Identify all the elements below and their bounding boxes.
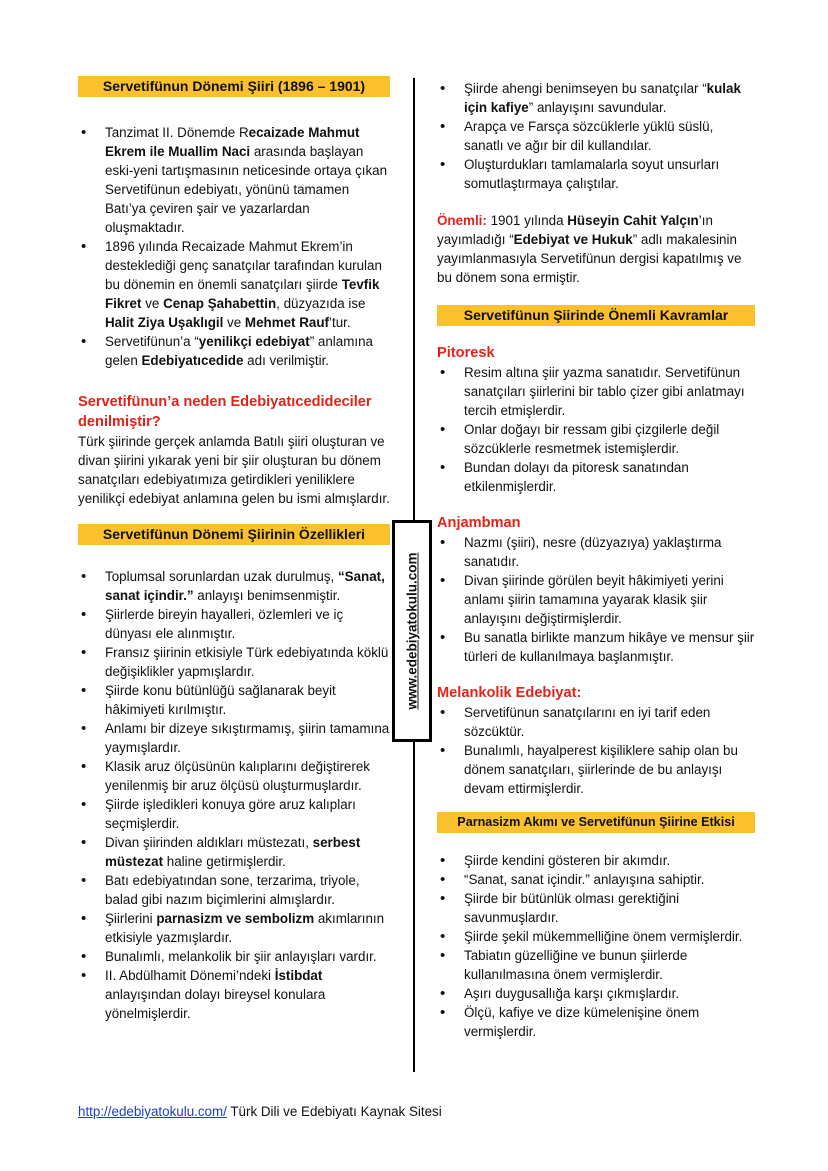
list-item: • Şiirde bir bütünlük olması gerektiğini savunmuşlardır. <box>437 889 755 927</box>
list-item: • Onlar doğayı bir ressam gibi çizgilerle değil sözcüklerle resmetmek istemişlerdir. <box>437 420 755 458</box>
pitoresk-list <box>437 363 755 496</box>
footer <box>78 1104 442 1119</box>
list-item: • Divan şiirinden aldıkları müstezatı, serbest müstezat haline getirmişlerdir. <box>78 833 390 871</box>
list-item: • Şiirde işledikleri konuya göre aruz kalıpları seçmişlerdir. <box>78 795 390 833</box>
list-item: • Servetifünun sanatçılarını en iyi tarif eden sözcüktür. <box>437 703 755 741</box>
list-item: • Batı edebiyatından sone, terzarima, triyole, balad gibi nazım biçimlerini almışlardır. <box>78 871 390 909</box>
site-label-box <box>392 520 432 742</box>
important-note: Önemli: 1901 yılında Hüseyin Cahit Yalçın’ın yayımladığı “Edebiyat ve Hukuk” adlı makalesinin yayımlanmasıyla Servetifünun dergisi kapatılmış ve bu dönem sona ermiştir. <box>437 213 742 285</box>
list-item: • Toplumsal sorunlardan uzak durulmuş, “Sanat, sanat içindir.” anlayışı benimsenmiştir. <box>78 567 390 605</box>
list-item: • “Sanat, sanat içindir.” anlayışına sahiptir. <box>437 870 755 889</box>
list-item: • Bundan dolayı da pitoresk sanatından etkilenmişlerdir. <box>437 458 755 496</box>
list-item: • Şiirde ahengi benimseyen bu sanatçılar “kulak için kafiye” anlayışını savundular. <box>437 79 755 117</box>
list-item: • Şiirde konu bütünlüğü sağlanarak beyit hâkimiyeti kırılmıştır. <box>78 681 390 719</box>
right-column <box>437 79 755 1041</box>
pitoresk-heading: Pitoresk <box>437 345 495 361</box>
footer-link[interactable]: http://edebiyatokulu.com/ <box>78 1104 227 1119</box>
list-item: • Bu sanatla birlikte manzum hikâye ve mensur şiir türleri de kullanılmaya başlanmıştır. <box>437 628 755 666</box>
list-item: • Nazmı (şiiri), nesre (düzyazıya) yaklaştırma sanatıdır. <box>437 533 755 571</box>
list-item: • Resim altına şiir yazma sanatıdır. Servetifünun sanatçıları şiirlerini bir tablo çizer gibi anlatmayı tercih etmişlerdir. <box>437 363 755 420</box>
melankolik-heading: Melankolik Edebiyat: <box>437 685 582 701</box>
list-item: • Divan şiirinde görülen beyit hâkimiyeti yerini anlamı şiirin tamamına yayarak klasik şiir anlayışını değiştirmişlerdir. <box>437 571 755 628</box>
features-list <box>78 567 390 1023</box>
site-label: www.edebiyatokulu.com <box>404 552 420 710</box>
list-item: • Şiirlerini parnasizm ve sembolizm akımlarının etkisiyle yazmışlardır. <box>78 909 390 947</box>
list-item: • Anlamı bir dizeye sıkıştırmamış, şiirin tamamına yaymışlardır. <box>78 719 390 757</box>
list-item: • II. Abdülhamit Dönemi’ndeki İstibdat anlayışından dolayı bireysel konulara yönelmişlerdir. <box>78 966 390 1023</box>
continued-list <box>437 79 755 193</box>
parnasizm-list <box>437 851 755 1041</box>
list-item: • Oluşturdukları tamlamalarla soyut unsurları somutlaştırmaya çalıştılar. <box>437 155 755 193</box>
list-item: • Bunalımlı, hayalperest kişiliklere sahip olan bu dönem sanatçıları, şiirlerinde de bu anlayışı devam ettirmişlerdir. <box>437 741 755 798</box>
section-title-servetifunun-siiri: Servetifünun Dönemi Şiiri (1896 – 1901) <box>78 76 390 97</box>
footer-text: Türk Dili ve Edebiyatı Kaynak Sitesi <box>226 1104 442 1119</box>
list-item: • Arapça ve Farsça sözcüklerle yüklü süslü, sanatlı ve ağır bir dil kullandılar. <box>437 117 755 155</box>
list-item: • Klasik aruz ölçüsünün kalıplarını değiştirerek yenilenmiş bir aruz ölçüsü oluşturmuşlardır. <box>78 757 390 795</box>
section-title-kavramlar: Servetifünun Şiirinde Önemli Kavramlar <box>437 305 755 326</box>
list-item: • Bunalımlı, melankolik bir şiir anlayışları vardır. <box>78 947 390 966</box>
section-title-ozellikler: Servetifünun Dönemi Şiirinin Özellikleri <box>78 524 390 545</box>
left-column <box>78 76 390 1023</box>
melankolik-list <box>437 703 755 798</box>
list-item: • Şiirde kendini gösteren bir akımdır. <box>437 851 755 870</box>
list-item: • Ölçü, kafiye ve dize kümelenişine önem vermişlerdir. <box>437 1003 755 1041</box>
intro-list <box>78 123 390 370</box>
list-item: • Şiirde şekil mükemmelliğine önem vermişlerdir. <box>437 927 755 946</box>
anjambman-list <box>437 533 755 666</box>
section-title-parnasizm: Parnasizm Akımı ve Servetifünun Şiirine Etkisi <box>437 812 755 833</box>
question-heading: Servetifünun’a neden Edebiyatıcedideciler denilmiştir? <box>78 394 372 430</box>
list-item: • Servetifünun’a “yenilikçi edebiyat” anlamına gelen Edebiyatıcedide adı verilmiştir. <box>78 332 390 370</box>
list-item: • 1896 yılında Recaizade Mahmut Ekrem’in desteklediği genç sanatçılar tarafından kurulan bu dönemin en önemli sanatçıları şiirde Tevfik Fikret ve Cenap Şahabettin, düzyazıda ise Halit Ziya Uşaklıgil ve Mehmet Rauf’tur. <box>78 237 390 332</box>
list-item: • Tanzimat II. Dönemde Recaizade Mahmut Ekrem ile Muallim Naci arasında başlayan eski-yeni tartışmasının neticesinde ortaya çıkan Servetifünun edebiyatı, yönünü tamamen Batı’ya çeviren şair ve yazarlardan oluşmaktadır. <box>78 123 390 237</box>
anjambman-heading: Anjambman <box>437 515 521 531</box>
list-item: • Şiirlerde bireyin hayalleri, özlemleri ve iç dünyası ele alınmıştır. <box>78 605 390 643</box>
list-item: • Aşırı duygusallığa karşı çıkmışlardır. <box>437 984 755 1003</box>
list-item: • Tabiatın güzelliğine ve bunun şiirlerde kullanılmasına önem vermişlerdir. <box>437 946 755 984</box>
list-item: • Fransız şiirinin etkisiyle Türk edebiyatında köklü değişiklikler yapmışlardır. <box>78 643 390 681</box>
question-answer: Türk şiirinde gerçek anlamda Batılı şiiri oluşturan ve divan şiirini yıkarak yeni bir şiir oluşturan bu dönem sanatçıları edebiyatımıza getirdikleri yeniliklere yenilikçi edebiyat anlamına gelen bu ismi almışlardır. <box>78 434 390 506</box>
